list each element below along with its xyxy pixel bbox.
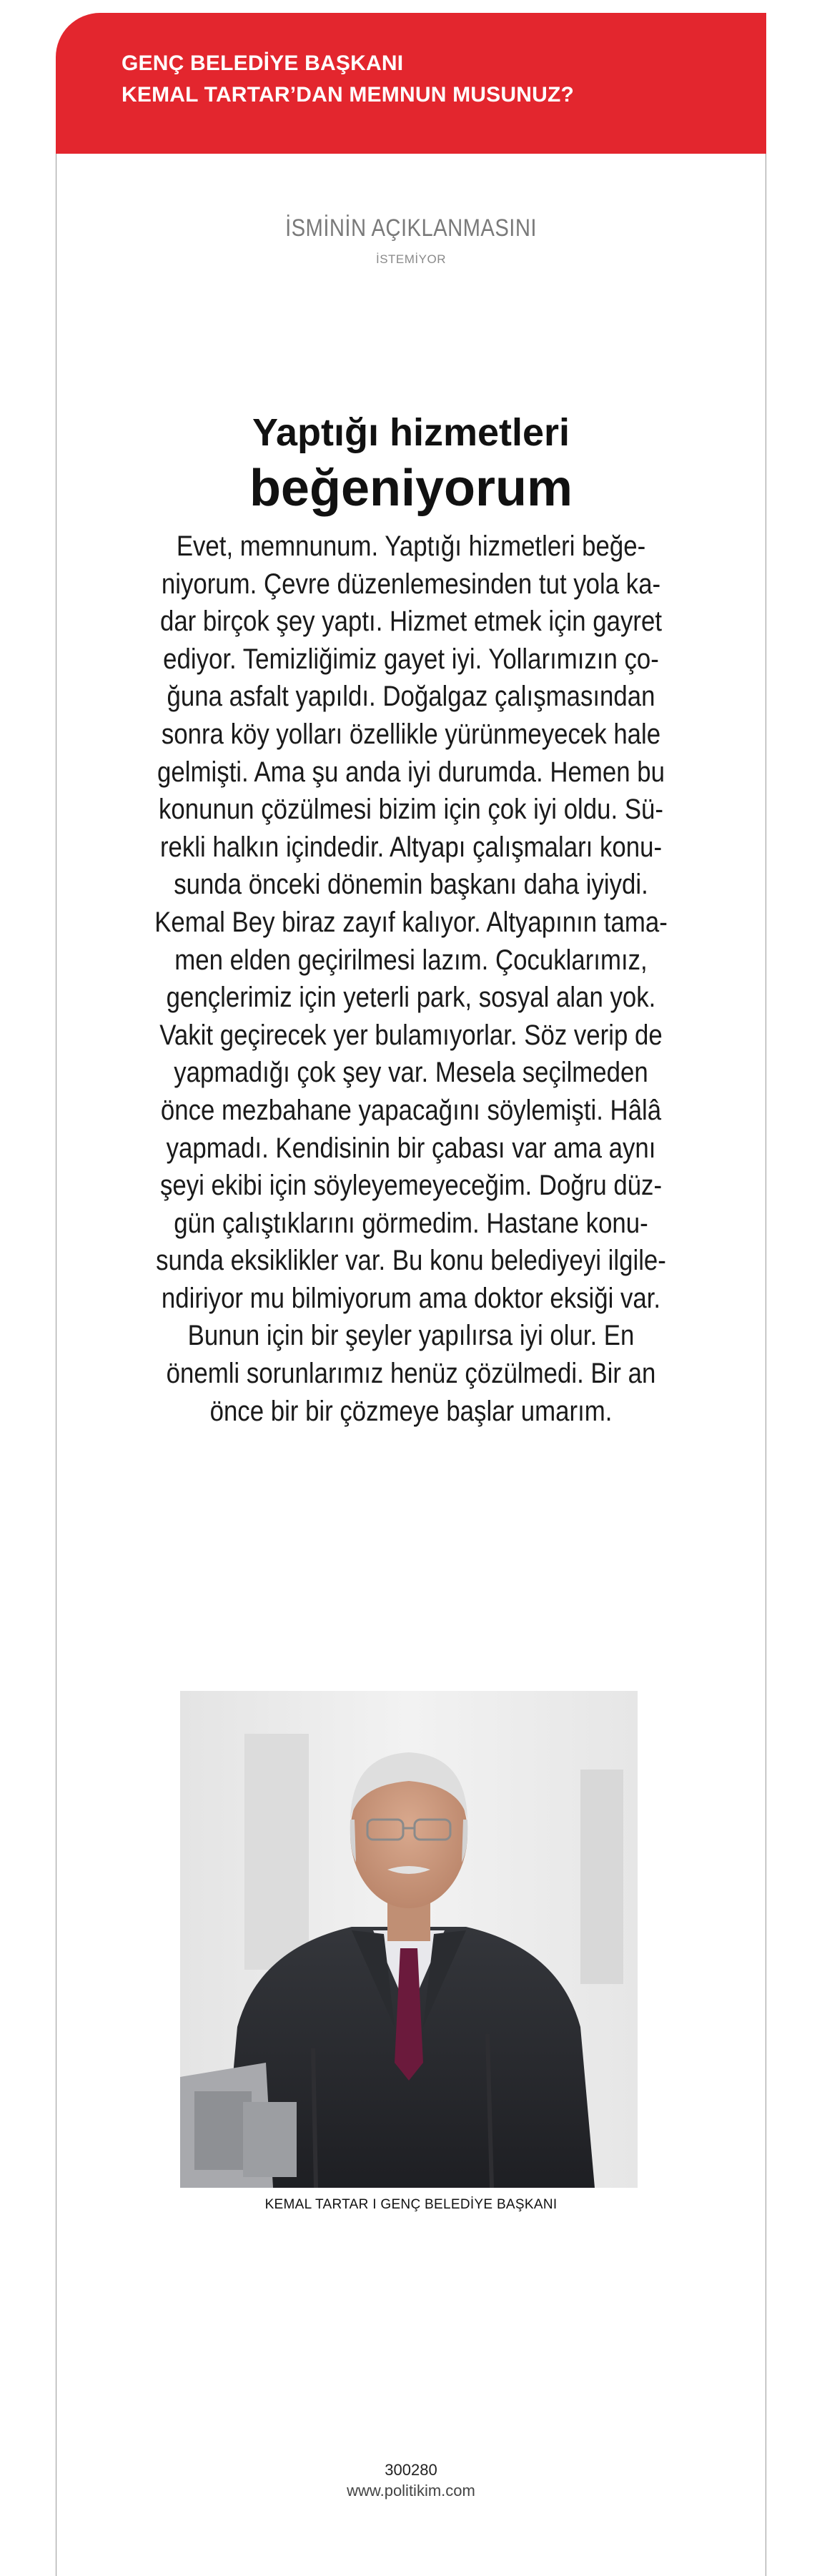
article-headline-line-1: Yaptığı hizmetleri: [252, 411, 570, 454]
article-body: [107, 528, 715, 1430]
body-line: önemli sorunlarımız henüz çözülmedi. Bir an: [166, 1358, 656, 1390]
respondent-label: İSMİNİN AÇIKLANMASINI: [285, 214, 537, 242]
body-line: rekli halkın içindedir. Altyapı çalışmaları konu-: [159, 831, 663, 863]
body-line: konunun çözülmesi bizim için çok iyi oldu. Sü-: [159, 794, 663, 826]
body-line: sunda eksiklikler var. Bu konu belediyeyi ilgile-: [156, 1245, 666, 1277]
body-line: önce mezbahane yapacağını söylemişti. Hâlâ: [160, 1094, 662, 1126]
body-line: niyorum. Çevre düzenlemesinden tut yola ka-: [161, 568, 661, 600]
page-number: 300280: [385, 2461, 437, 2479]
body-line: yapmadığı çok şey var. Mesela seçilmeden: [174, 1057, 648, 1089]
banner-title-line-2: KEMAL TARTAR’DAN MEMNUN MUSUNUZ?: [122, 83, 575, 107]
banner-title-line-1: GENÇ BELEDİYE BAŞKANI: [122, 51, 404, 75]
body-line: ediyor. Temizliğimiz gayet iyi. Yollarımızın ço-: [163, 643, 659, 675]
body-line: gün çalıştıklarını görmedim. Hastane konu-: [174, 1207, 648, 1239]
article-headline-line-2: beğeniyorum: [249, 460, 573, 517]
body-line: sunda önceki dönemin başkanı daha iyiydi.: [174, 869, 648, 901]
body-line: Evet, memnunum. Yaptığı hizmetleri beğe-: [176, 531, 646, 562]
body-line: Vakit geçirecek yer bulamıyorlar. Söz verip de: [159, 1019, 663, 1051]
body-line: sonra köy yolları özellikle yürünmeyecek hale: [161, 718, 661, 750]
respondent-sublabel: İSTEMİYOR: [375, 252, 446, 266]
photo-caption: KEMAL TARTAR I GENÇ BELEDİYE BAŞKANI: [264, 2197, 558, 2212]
body-line: gençlerimiz için yeterli park, sosyal alan yok.: [166, 982, 656, 1014]
body-line: ğuna asfalt yapıldı. Doğalgaz çalışmasından: [167, 681, 655, 713]
body-line: men elden geçirilmesi lazım. Çocuklarımız,: [174, 944, 648, 976]
body-line: yapmadı. Kendisinin bir çabası var ama aynı: [166, 1132, 656, 1164]
body-line: Bunun için bir şeyler yapılırsa iyi olur. En: [187, 1320, 635, 1352]
body-line: gelmişti. Ama şu anda iyi durumda. Hemen bu: [157, 756, 665, 788]
body-line: şeyi ekibi için söyleyemeyeceğim. Doğru düz-: [159, 1170, 663, 1202]
body-line: önce bir bir çözmeye başlar umarım.: [209, 1395, 613, 1427]
website-link[interactable]: www.politikim.com: [347, 2482, 475, 2499]
portrait-photo: [180, 1691, 638, 2188]
body-line: ndiriyor mu bilmiyorum ama doktor eksiği var.: [161, 1282, 661, 1314]
body-line: Kemal Bey biraz zayıf kalıyor. Altyapının tama-: [154, 906, 668, 938]
header-banner: [56, 13, 766, 154]
body-line: dar birçok şey yaptı. Hizmet etmek için gayret: [159, 606, 663, 638]
